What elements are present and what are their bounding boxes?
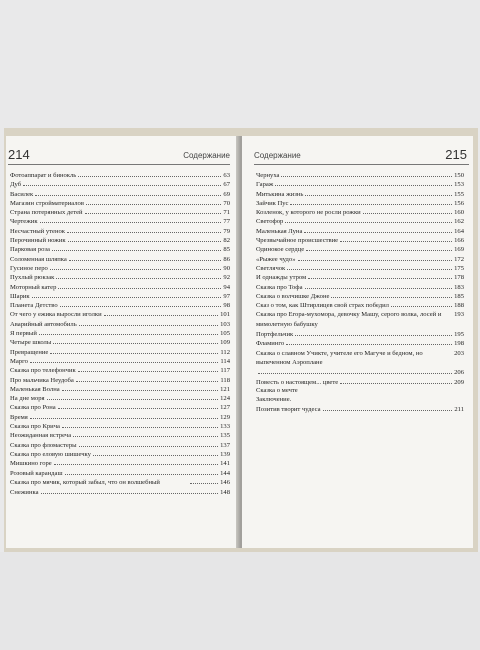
toc-entry-title: Мишкино горе (10, 460, 52, 468)
toc-entry-page: 67 (223, 181, 230, 189)
toc-entry-page: 146 (220, 478, 231, 486)
toc-entry-page: 195 (454, 331, 464, 339)
toc-entry (256, 226, 464, 235)
toc-entry-title: Повесть о настоящем... цвете (256, 378, 339, 386)
toc-entry (256, 170, 464, 179)
toc-entry (10, 449, 230, 458)
left-page-header: Содержание (183, 151, 230, 160)
toc-leader-dots (305, 189, 452, 196)
toc-entry-title: Сказка про фломастеры (10, 441, 77, 449)
toc-entry (10, 468, 230, 477)
toc-entry-page: 206 (454, 369, 464, 377)
toc-entry-page: 98 (223, 302, 230, 310)
toc-leader-dots (190, 477, 218, 484)
toc-entry-title: Позитив творит чудеса (256, 406, 321, 414)
toc-entry (256, 263, 464, 272)
toc-entry-title: Я первый (10, 330, 37, 338)
toc-leader-dots (281, 170, 452, 177)
toc-leader-dots (298, 254, 453, 261)
toc-entry-page: 135 (220, 432, 230, 440)
toc-entry-page: 211 (454, 406, 464, 414)
toc-entry-page: 70 (223, 199, 230, 207)
toc-entry (256, 244, 464, 253)
toc-leader-dots (285, 216, 452, 223)
toc-entry (10, 254, 230, 263)
toc-entry (10, 412, 230, 421)
toc-entry (10, 179, 230, 188)
toc-leader-dots (47, 393, 219, 400)
toc-leader-dots (58, 402, 218, 409)
toc-entry-title: Неожиданная встреча (10, 432, 72, 440)
toc-entry-title: Гусиное перо (10, 264, 48, 272)
toc-entry (256, 386, 464, 395)
toc-entry-title: Гараж (256, 181, 274, 189)
right-toc-list (256, 170, 464, 414)
toc-leader-dots (275, 179, 452, 186)
toc-entry (10, 309, 230, 318)
toc-entry-page: 169 (454, 246, 464, 254)
toc-leader-dots (54, 458, 218, 465)
toc-entry-title: Сказка про мячик, который забыл, что он волшебный (10, 478, 160, 486)
toc-entry-page: 114 (220, 357, 230, 365)
toc-entry-page: 133 (220, 423, 230, 431)
toc-entry-title: Портфельчик (256, 331, 294, 339)
toc-entry-page: 127 (220, 404, 230, 412)
toc-leader-dots (60, 300, 222, 307)
toc-entry (256, 338, 464, 347)
toc-leader-dots (93, 449, 218, 456)
toc-entry-title: Четыре школы (10, 339, 52, 347)
toc-entry-page: 172 (454, 255, 464, 263)
toc-entry-title: Магазин стройматериалов (10, 199, 84, 207)
toc-entry-title: Сказка про телефончик (10, 367, 76, 375)
toc-entry (10, 198, 230, 207)
toc-entry-page: 164 (454, 227, 464, 235)
toc-entry (256, 291, 464, 300)
toc-leader-dots (62, 421, 218, 428)
toc-entry-page: 124 (220, 395, 230, 403)
toc-entry-page: 155 (454, 190, 464, 198)
toc-entry-title: Превращение (10, 348, 49, 356)
toc-entry-title: Шарик (10, 292, 30, 300)
toc-leader-dots (258, 367, 452, 374)
toc-leader-dots (69, 254, 222, 261)
toc-entry (256, 395, 464, 404)
toc-entry (10, 226, 230, 235)
toc-entry-page: 193 (454, 311, 464, 319)
toc-entry (256, 189, 464, 198)
toc-entry-page: 129 (220, 413, 230, 421)
toc-entry (10, 347, 230, 356)
toc-leader-dots (78, 365, 219, 372)
toc-entry-title: Про мальчика Неудоба (10, 376, 74, 384)
toc-entry-page: 85 (223, 246, 230, 254)
toc-entry (10, 300, 230, 309)
toc-entry-page: 109 (220, 339, 230, 347)
toc-entry-page: 82 (223, 237, 230, 245)
toc-entry-title: Козленок, у которого не росли рожки (256, 209, 361, 217)
toc-entry-page: 203 (454, 349, 464, 357)
toc-entry-page: 118 (220, 376, 230, 384)
toc-entry-title: Сказка о мечте (256, 386, 298, 394)
left-toc-list (10, 170, 230, 496)
left-page (6, 136, 240, 548)
toc-entry (256, 235, 464, 244)
toc-entry-page: 97 (223, 292, 230, 300)
toc-entry-title: Перочинный ножик (10, 237, 66, 245)
toc-leader-dots (39, 328, 218, 335)
toc-entry-page: 183 (454, 283, 464, 291)
right-header-rule (254, 164, 469, 165)
toc-entry (256, 179, 464, 188)
toc-entry-title: Парковая роза (10, 246, 50, 254)
toc-entry (10, 356, 230, 365)
toc-entry-page: 71 (223, 209, 230, 217)
toc-entry (256, 282, 464, 291)
toc-entry-title: Светофор (256, 218, 284, 226)
toc-leader-dots (62, 384, 218, 391)
toc-entry (256, 404, 464, 413)
toc-entry-page: 198 (454, 340, 464, 348)
toc-leader-dots (79, 440, 219, 447)
toc-entry-page: 112 (220, 348, 230, 356)
toc-entry-page: 185 (454, 292, 464, 300)
toc-leader-dots (308, 272, 452, 279)
toc-entry (10, 319, 230, 328)
toc-leader-dots (35, 189, 221, 196)
toc-entry (10, 375, 230, 384)
toc-entry-title: Сказка о волчишке Джоне (256, 292, 330, 300)
toc-entry-title: Розовый карандаш (10, 469, 63, 477)
toc-entry-title: Планета Детство (10, 302, 58, 310)
toc-leader-dots (56, 272, 221, 279)
right-page-number: 215 (445, 147, 467, 162)
toc-entry-page: 175 (454, 264, 464, 272)
toc-entry (256, 309, 464, 329)
toc-leader-dots (286, 338, 452, 345)
toc-entry-title: От чего у ежика выросли иголки (10, 311, 102, 319)
toc-entry (256, 348, 464, 368)
toc-entry-page: 137 (220, 441, 230, 449)
toc-leader-dots (340, 235, 452, 242)
toc-entry (10, 282, 230, 291)
toc-entry-title: Страна потерянных детей (10, 209, 83, 217)
toc-leader-dots (23, 179, 221, 186)
toc-entry-title: Одинокое сердце (256, 246, 305, 254)
toc-entry-title: Аварийный автомобиль (10, 320, 77, 328)
toc-entry-page: 141 (220, 460, 230, 468)
toc-entry (256, 272, 464, 281)
toc-entry (10, 384, 230, 393)
toc-entry-page: 86 (223, 255, 230, 263)
toc-entry (10, 430, 230, 439)
toc-entry-page: 148 (220, 489, 230, 497)
toc-entry (10, 244, 230, 253)
toc-entry (10, 216, 230, 225)
toc-entry (10, 487, 230, 496)
toc-leader-dots (79, 319, 218, 326)
toc-entry-title: Светлячок (256, 264, 286, 272)
toc-entry-title: Сказ о том, как Штирлицев свой страх победил (256, 302, 389, 310)
toc-leader-dots (85, 207, 222, 214)
toc-entry (10, 291, 230, 300)
toc-entry-title: Сказка про еловую шишечку (10, 450, 91, 458)
toc-entry-page: 77 (223, 218, 230, 226)
toc-entry (10, 402, 230, 411)
toc-leader-dots (331, 291, 452, 298)
toc-leader-dots (41, 487, 219, 494)
toc-leader-dots (76, 375, 219, 382)
toc-leader-dots (295, 329, 452, 336)
toc-entry (10, 170, 230, 179)
toc-leader-dots (58, 282, 221, 289)
toc-entry-page: 103 (220, 320, 230, 328)
toc-entry-page: 160 (454, 209, 464, 217)
toc-entry-page: 153 (454, 181, 464, 189)
toc-entry (10, 421, 230, 430)
toc-entry-title: И однажды утром (256, 274, 307, 282)
toc-entry-title: Моторный катер (10, 283, 57, 291)
toc-entry (10, 365, 230, 374)
toc-entry (256, 254, 464, 263)
toc-entry-page: 90 (223, 264, 230, 272)
toc-entry (10, 263, 230, 272)
toc-entry-page: 69 (223, 190, 230, 198)
toc-entry-title: Заключение. (256, 396, 292, 404)
toc-entry (10, 207, 230, 216)
toc-entry (256, 367, 464, 376)
toc-entry (10, 337, 230, 346)
right-page (242, 136, 473, 548)
toc-entry-page: 166 (454, 237, 464, 245)
toc-leader-dots (65, 468, 219, 475)
toc-entry-page: 162 (454, 218, 464, 226)
toc-entry (256, 377, 464, 386)
toc-leader-dots (290, 198, 452, 205)
toc-leader-dots (30, 356, 218, 363)
toc-leader-dots (30, 412, 218, 419)
toc-entry-title: Сказка про Егора-мухомора, девочку Машу, серого волка, лосей и мимолетную бабушку (256, 311, 442, 328)
toc-leader-dots (391, 300, 452, 307)
toc-entry (10, 440, 230, 449)
toc-leader-dots (323, 404, 453, 411)
toc-entry-page: 79 (223, 227, 230, 235)
toc-entry-title: Митькина жизнь (256, 190, 304, 198)
toc-entry-page: 188 (454, 302, 464, 310)
toc-entry-page: 94 (223, 283, 230, 291)
toc-entry-page: 63 (223, 172, 230, 179)
toc-entry-title: «Рыжее чудо» (256, 255, 296, 263)
toc-entry-title: Чрезвычайное происшествие (256, 237, 339, 245)
toc-entry-page: 178 (454, 274, 464, 282)
toc-entry (256, 329, 464, 338)
toc-entry (256, 198, 464, 207)
toc-entry-page: 156 (454, 199, 464, 207)
toc-leader-dots (287, 263, 452, 270)
left-page-number: 214 (8, 147, 30, 162)
toc-entry-title: Сказка про Тофа (256, 283, 303, 291)
toc-entry-title: Фламинго (256, 340, 285, 348)
toc-entry (10, 328, 230, 337)
toc-entry-page: 117 (220, 367, 230, 375)
toc-entry-title: Соломенная шляпка (10, 255, 67, 263)
toc-entry (10, 189, 230, 198)
left-header-rule (8, 164, 230, 165)
toc-entry-title: Маленькая Луна (256, 227, 303, 235)
right-page-header: Содержание (254, 151, 301, 160)
toc-leader-dots (50, 263, 222, 270)
toc-entry-title: Пухлый рюкзак (10, 274, 55, 282)
toc-entry-page: 121 (220, 385, 230, 393)
toc-entry-page: 92 (223, 274, 230, 282)
toc-leader-dots (53, 337, 218, 344)
toc-entry-title: Чертежик (10, 218, 38, 226)
toc-entry (256, 300, 464, 309)
toc-leader-dots (32, 291, 222, 298)
toc-leader-dots (104, 309, 218, 316)
toc-leader-dots (363, 207, 452, 214)
toc-entry-page: 101 (220, 311, 230, 319)
toc-entry (10, 272, 230, 281)
toc-leader-dots (68, 235, 222, 242)
toc-entry-page: 209 (454, 378, 464, 386)
toc-leader-dots (86, 198, 221, 205)
toc-entry (10, 235, 230, 244)
toc-entry-page: 105 (220, 330, 230, 338)
toc-leader-dots (305, 282, 453, 289)
toc-leader-dots (340, 377, 452, 384)
toc-leader-dots (73, 430, 218, 437)
toc-entry-page: 144 (220, 469, 230, 477)
toc-entry-page: 150 (454, 172, 464, 179)
toc-entry (10, 458, 230, 467)
toc-leader-dots (50, 347, 218, 354)
toc-entry-title: Снежинка (10, 489, 39, 497)
toc-entry-title: Зайчик Пус (256, 199, 289, 207)
toc-entry-title: Сказка про Крича (10, 423, 60, 431)
toc-leader-dots (52, 244, 221, 251)
toc-entry-title: Маленькая Волна (10, 385, 60, 393)
toc-entry (10, 393, 230, 402)
toc-entry (256, 207, 464, 216)
toc-entry-title: Сказка о славном Учикте, учителе его Магуче и бедном, но выпеченном Аэроплане (256, 349, 423, 366)
toc-leader-dots (78, 170, 221, 177)
toc-entry-title: Марго (10, 357, 28, 365)
toc-entry-title: Фотоаппарат и бинокль (10, 172, 77, 179)
toc-entry (256, 216, 464, 225)
toc-entry-title: Чернуха (256, 172, 280, 179)
toc-entry-title: Несчастный утенок (10, 227, 65, 235)
toc-entry-page: 139 (220, 450, 230, 458)
desk-surface (0, 552, 480, 650)
toc-leader-dots (306, 244, 452, 251)
toc-leader-dots (304, 226, 452, 233)
toc-entry-title: Василек (10, 190, 34, 198)
toc-entry-title: Время (10, 413, 28, 421)
toc-entry-title: Дуб (10, 181, 22, 189)
toc-entry-title: Сказка про Рона (10, 404, 56, 412)
toc-leader-dots (67, 226, 221, 233)
toc-entry-title: На дне моря (10, 395, 45, 403)
toc-leader-dots (40, 216, 222, 223)
toc-entry (10, 477, 230, 487)
